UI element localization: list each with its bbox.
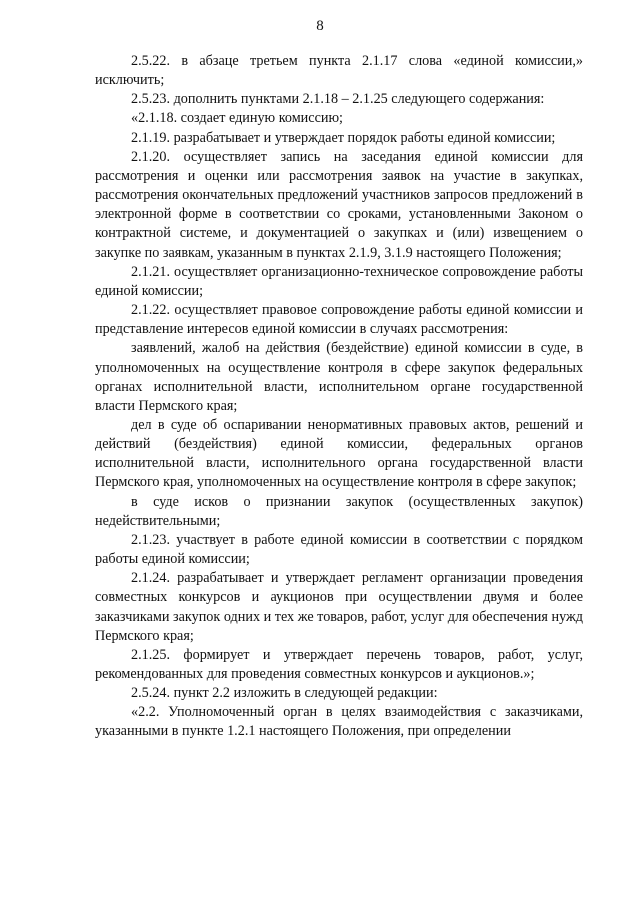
paragraph-2-2: «2.2. Уполномоченный орган в целях взаимодействия с заказчиками, указанными в пункте 1.2.1 настоящего Положения, при определении bbox=[95, 704, 583, 740]
page-number: 8 bbox=[316, 18, 324, 34]
paragraph-2-1-25: 2.1.25. формирует и утверждает перечень товаров, работ, услуг, рекомендованных для проведения совместных конкурсов и аукционов.»; bbox=[95, 646, 583, 682]
paragraph-lawsuits: в суде исков о признании закупок (осуществленных закупок) недействительными; bbox=[95, 493, 583, 529]
paragraph-2-5-23: 2.5.23. дополнить пунктами 2.1.18 – 2.1.25 следующего содержания: bbox=[131, 91, 545, 108]
paragraph-2-1-23: 2.1.23. участвует в работе единой комиссии в соответствии с порядком работы единой комиссии; bbox=[95, 531, 583, 568]
document-body bbox=[95, 52, 583, 742]
paragraph-2-1-24: 2.1.24. разрабатывает и утверждает регламент организации проведения совместных конкурсов и аукционов при осуществлении двумя и более заказчиками закупок одних и тех же товаров, работ, услуг для обеспечения нужд Пермского края; bbox=[95, 570, 583, 644]
paragraph-2-1-19: 2.1.19. разрабатывает и утверждает порядок работы единой комиссии; bbox=[131, 129, 556, 146]
paragraph-2-1-22: 2.1.22. осуществляет правовое сопровождение работы единой комиссии и представление интересов единой комиссии в случаях рассмотрения: bbox=[95, 302, 583, 338]
paragraph-2-5-22: 2.5.22. в абзаце третьем пункта 2.1.17 слова «единой комиссии,» исключить; bbox=[95, 53, 583, 89]
paragraph-complaints: заявлений, жалоб на действия (бездействие) единой комиссии в суде, в уполномоченных на осуществление контроля в сфере закупок федеральных органах исполнительной власти, исполнительном органе государственной власти Пермского края; bbox=[95, 340, 583, 414]
paragraph-2-1-21: 2.1.21. осуществляет организационно-техническое сопровождение работы единой комиссии; bbox=[95, 263, 583, 299]
paragraph-2-5-24: 2.5.24. пункт 2.2 изложить в следующей редакции: bbox=[131, 685, 438, 702]
paragraph-2-1-20: 2.1.20. осуществляет запись на заседания единой комиссии для рассмотрения и оценки или рассмотрения заявок на участие в закупках, рассмотрения окончательных предложений участников запросов предложений в электронной форме в соответствии со сроками, установленными Законом о контрактной системе, и документацией о закупках и (или) извещением о закупке по заявкам, указанным в пунктах 2.1.9, 3.1.9 настоящего Положения; bbox=[95, 148, 583, 261]
paragraph-2-1-18: «2.1.18. создает единую комиссию; bbox=[131, 110, 344, 127]
paragraph-court-cases: дел в суде об оспаривании ненормативных правовых актов, решений и действий (бездействия) единой комиссии, федеральных органов исполнительной власти, исполнительного органа государственной власти Пермского края, уполномоченных на осуществление контроля в сфере закупок; bbox=[95, 416, 583, 491]
